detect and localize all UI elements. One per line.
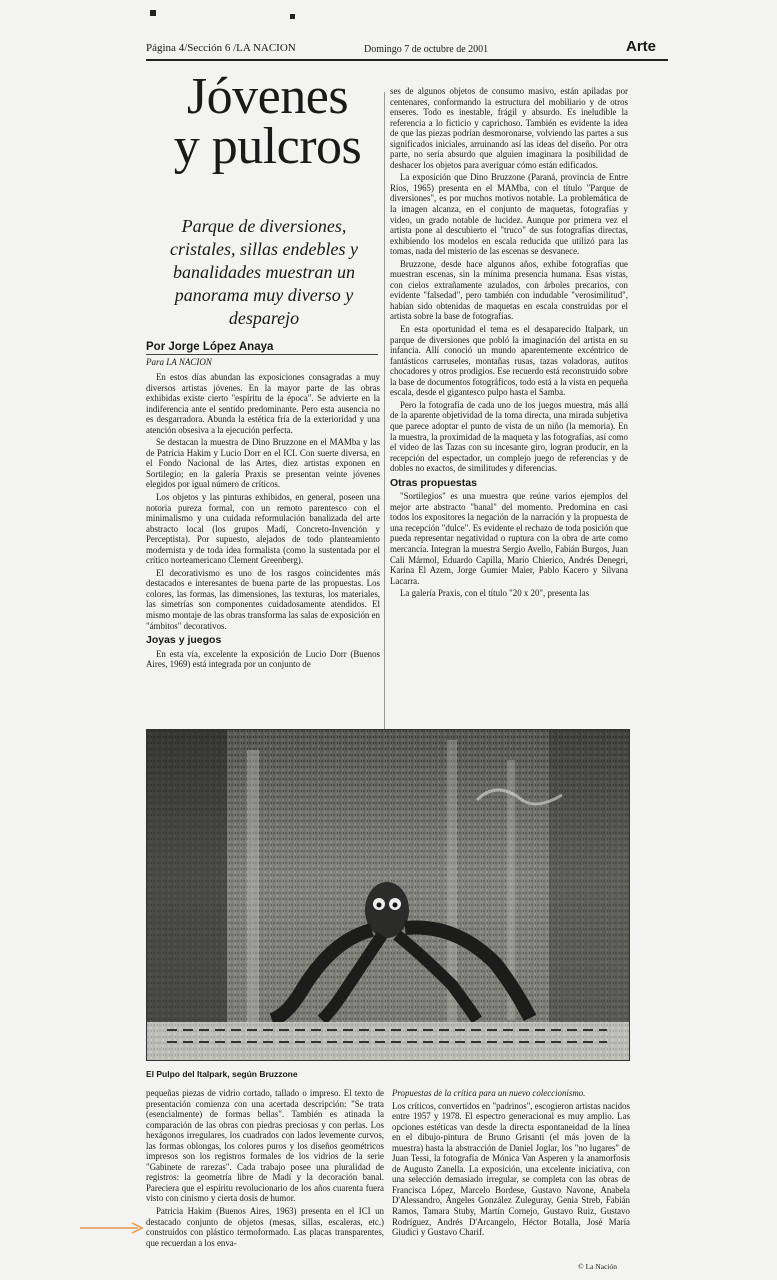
article-subtitle: Parque de diversiones, cristales, sillas endebles y banalidades muestran un panorama muy diverso y desparejo [170,216,358,328]
column-3 [146,1088,384,1272]
section-label: Página 4/Sección 6 /LA NACION [146,42,296,54]
publication-date: Domingo 7 de octubre de 2001 [364,44,489,55]
paragraph: En esta oportunidad el tema es el desaparecido Italpark, un parque de diversiones que pobló la imaginación del artista en su infancia. Allí conoció un mundo aparentemente excéntrico de fantásticos carruseles, montañas rusas, tazas voladoras, autitos chocadores y otros prodigios. Ese recuerdo está reconstruido sobre la base de documentos fotográficos, todo está a la vista en pequeña escala, desde el gigantesco pulpo hasta el Samba. [390,324,628,398]
title-line-1: Jóvenes [186,68,349,125]
paragraph: Pero la fotografía de cada uno de los juegos muestra, más allá de la aparente objetividad de la toma directa, una mirada subjetiva que parece adoptar el punto de vista de un niño (la memoria). En la muestra, la proximidad de la maqueta y las fotografías, así como el video de las Tazas con su incesante giro, logran producir, en la recepción del espectador, un complejo juego de referencias y de dobles no exactos, de similitudes y diferencias. [390,399,628,474]
author-affiliation: Para LA NACION [146,357,212,367]
column-4 [392,1088,630,1272]
subheading-joyas: Joyas y juegos [146,634,222,647]
scan-artifact [150,10,156,16]
author-byline: Por Jorge López Anaya [146,341,274,353]
paragraph: La galería Praxis, con el título "20 x 20", presenta las [400,588,590,599]
header-rule [146,59,668,61]
copyright-credit: © La Nación [578,1262,618,1271]
paragraph: Los objetos y las pinturas exhibidos, en general, poseen una notoria pureza formal, con un remoto parentesco con el minimalismo y una cuidada reformulación banalizada del arte abstracto local (los grupos Madí, Concreto-Invención y Perceptista). Por supuesto, alejados de todo planteamiento modernista y de toda idea formalista (como la sustentada por el crítico norteamericano Clement Greenberg). [146,492,380,566]
scan-artifact [290,14,295,19]
article-photo [146,729,630,1061]
paragraph: "Sortilegios" es una muestra que reúne varios ejemplos del mejor arte abstracto "banal" del momento. Predomina en casi todos los expositores la negación de la narración y la propuesta de una recepción "dulce". Es evidente el rechazo de toda posición que pueda representar negatividad o ruptura con la obra de arte como mercancía. Integran la muestra Sergio Avello, Fabián Burgos, Juan Cali Mármol, Eduardo Capilla, Mario Chierico, Andrés Denegri, Karina El Azem, Jorge Gumier Maier, Pablo Kacero y Silvana Lacarra. [390,491,628,586]
article-title [155,68,380,175]
page-header [146,40,668,60]
subheading-otras: Otras propuestas [390,476,477,489]
paragraph: pequeñas piezas de vidrio cortado, tallado o impreso. El texto de presentación comienza con una acertada descripción: "Se trata (esencialmente) de formas bellas". También es atinada la comparación de las obras con piedras preciosas y con perlas. Los hexágonos irregulares, los cuadrados con lados levemente curvos, las formas oblongas, los colores puros y los diseños geométricos impresos son los registros formales de los vidrios de la serie "Gabinete de rarezas". Cada trabajo posee una pluralidad de registros: la geometría libre de Madí y la decoración banal. Pareciera que el espíritu revolucionario de los años cuarenta fuera visto con cinismo y cierta dosis de humor. [146,1088,384,1204]
photo-caption: El Pulpo del Italpark, según Bruzzone [146,1069,298,1079]
paragraph: Los críticos, convertidos en "padrinos", escogieron artistas nacidos entre 1957 y 1978. El espectro generacional es muy amplio. Las opciones estéticas van desde la directa espontaneidad de la línea en el dibujo-pintura de Bruno Grisanti (el más joven de la muestra) hasta la abstracción de Daniel Joglar, los "no lugares" de Juan Tessi, la fotografía de Mónica Van Asperen y la anamorfosis de Augusto Zanella. La exposición, una excelente iniciativa, con una selección demasiado irregular, se completa con las obras de Francisca López, Marcelo Bordese, Gustavo Navone, Anabela D'Alessandro, Ángeles González Zuleguray, Genia Streb, Fabián Ramos, Tamara Stuby, Martín Cornejo, Gustavo Ruiz, Gustavo Rodríguez, Andrés D'Arcangelo, Héctor Botalla, José María Giudici y Gustavo Charif. [392,1100,630,1238]
paragraph: Se destacan la muestra de Dino Bruzzone en el MAMba y las de Patricia Hakim y Lucio Dorr en el ICI. Con suerte diversa, en el Fondo Nacional de las Artes, diez artistas exponen en Sortilegio; en la galería Praxis se presentan veinte jóvenes elegidos por igual número de críticos. [146,437,380,490]
column-2 [390,86,628,742]
octopus-ride-photo [147,730,629,1060]
column-divider [384,92,385,742]
paragraph: Bruzzone, desde hace algunos años, exhibe fotografías que muestran escenas, sin la mínima presencia humana. Esas vistas, con cielos extrañamente azulados, con árboles precarios, con evidente "falsedad", pero también con indudable "verosimilitud", habían sido obtenidas de maquetas en escala construidas por el artista sobre la base de fotografías. [390,258,628,322]
paragraph: En estos días abundan las exposiciones consagradas a muy diversos artistas jóvenes. En la mayor parte de las obras exhibidas existe cierto "espíritu de la época". Se advierte en la indiferencia ante el sentido predominante. Pero esta ausencia no es desgarradora. Abunda la estética fría de la exterioridad y una atención obsesiva a la ejecución perfecta. [146,372,380,435]
annotation-arrow-icon [80,1222,144,1234]
paragraph: Patricia Hakim (Buenos Aires, 1963) presenta en el ICI un destacado conjunto de objetos (mesas, sillas, escaleras, etc.) construidos con plástico termoformado. Las placas transparentes, que recuerdan a los enva- [146,1206,384,1248]
paragraph: El decorativismo es uno de los rasgos coincidentes más destacados e interesantes de buena parte de las propuestas. Los colores, las formas, las dimensiones, las texturas, los materiales, las simetrías son componentes cuidadosamente atendidos. El mismo montaje de las obras transforma las salas de exposición en "ámbitos" decorativos. [146,567,380,631]
paragraph: ses de algunos objetos de consumo masivo, están apiladas por centenares, conformando la estructura del mobiliario y de otros enseres. Todo es inestable, frágil y absurdo. Es ineludible la referencia a lo ficticio y caprichoso. También es evidente la idea de que las piezas podrían desmoronarse, volviendo las partes a sus significados iniciales, arruinando así las ideas del diseño. Por otra parte, no sería absurdo que alguien imaginara la posibilidad de deshacer los objetos para averiguar cómo están edificados. [390,86,628,170]
title-line-2: y pulcros [173,118,362,175]
column-1 [146,372,380,744]
paragraph: En esta vía, excelente la exposición de Lucio Dorr (Buenos Aires, 1969) está integrada por un conjunto de [146,648,380,670]
section-tag: Arte [625,38,656,55]
byline-rule [146,354,378,355]
paragraph: La exposición que Dino Bruzzone (Paraná, provincia de Entre Ríos, 1965) presenta en el MAMba, con el título "Parque de diversiones", es por muchos motivos notable. La problemática de la imagen alcanza, en el conjunto de maquetas, fotografías y video, un grado notable de lucidez. Aunque por primera vez el artista pone al descubierto el "truco" de sus fotografías directas, exhibiendo los modelos en escala reducida que utilizó para las tomas, nada del misterio de las escenas se desvanece. [390,172,628,257]
paragraph: Propuestas de la crítica para un nuevo coleccionismo. [392,1088,586,1098]
